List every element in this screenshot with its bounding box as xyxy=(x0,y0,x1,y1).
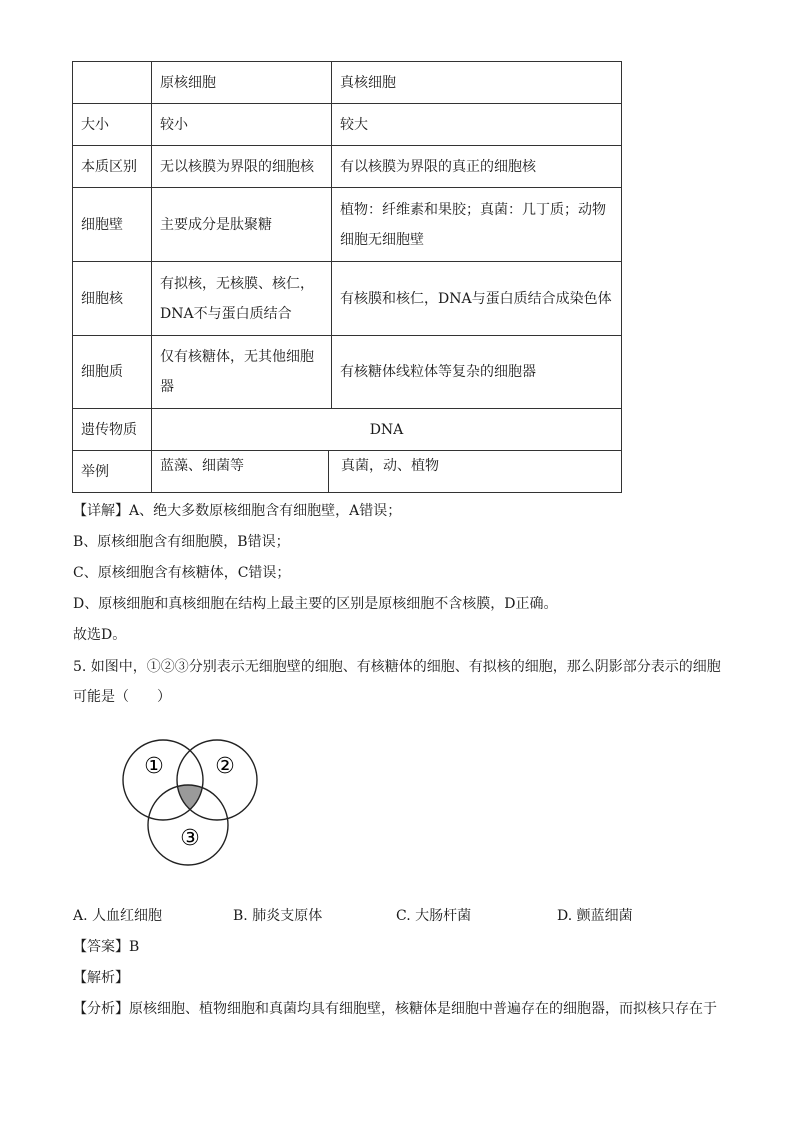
venn-label-2: ② xyxy=(215,754,235,779)
row-label: 大小 xyxy=(73,104,152,146)
detail-line: C、原核细胞含有核糖体，C错误； xyxy=(73,565,291,581)
option-b: B. 肺炎支原体 xyxy=(233,908,323,924)
row-label: 遗传物质 xyxy=(73,409,152,451)
detail-line: 【详解】A、绝大多数原核细胞含有细胞壁，A错误； xyxy=(73,503,402,519)
prokaryote-cell: 仅有核糖体，无其他细胞器 xyxy=(152,336,332,409)
genetic-material-cell: DNA xyxy=(152,409,622,451)
eukaryote-cell: 较大 xyxy=(332,104,622,146)
venn-label-1: ① xyxy=(144,754,164,779)
row-label: 细胞核 xyxy=(73,262,152,336)
table-header-prokaryote: 原核细胞 xyxy=(152,62,332,104)
venn-label-3: ③ xyxy=(180,826,200,851)
analysis-title: 【解析】 xyxy=(73,970,129,986)
answer: 【答案】B xyxy=(73,939,140,955)
table-row xyxy=(73,336,622,409)
circle-2 xyxy=(177,740,257,820)
option-a: A. 人血红细胞 xyxy=(73,908,163,924)
option-d: D. 颤蓝细菌 xyxy=(557,908,633,924)
prokaryote-cell: 较小 xyxy=(152,104,332,146)
table-row xyxy=(73,262,622,336)
option-c: C. 大肠杆菌 xyxy=(396,908,472,924)
eukaryote-cell: 有核糖体线粒体等复杂的细胞器 xyxy=(332,336,622,409)
prokaryote-cell: 主要成分是肽聚糖 xyxy=(152,188,332,262)
table-header-row xyxy=(73,62,622,104)
table-row xyxy=(73,451,622,493)
question-stem: 5. 如图中，①②③分别表示无细胞壁的细胞、有核糖体的细胞、有拟核的细胞，那么阴影部分表示的细胞可能是（ ） xyxy=(73,659,721,705)
row-label: 细胞壁 xyxy=(73,188,152,262)
prokaryote-example: 蓝藻、细菌等 xyxy=(152,451,329,492)
row-label: 举例 xyxy=(73,451,152,493)
circle-1 xyxy=(123,740,203,820)
analysis-text: 【分析】原核细胞、植物细胞和真菌均具有细胞壁，核糖体是细胞中普遍存在的细胞器，而拟核只存在于 xyxy=(73,1001,717,1017)
table-cell xyxy=(73,62,152,104)
row-label: 细胞质 xyxy=(73,336,152,409)
eukaryote-cell: 植物：纤维素和果胶；真菌：几丁质；动物细胞无细胞壁 xyxy=(332,188,622,262)
row-label: 本质区别 xyxy=(73,146,152,188)
detail-line: D、原核细胞和真核细胞在结构上最主要的区别是原核细胞不含核膜，D正确。 xyxy=(73,596,558,612)
eukaryote-example: 真菌，动、植物 xyxy=(341,458,439,474)
prokaryote-cell: 有拟核，无核膜、核仁，DNA不与蛋白质结合 xyxy=(152,262,332,336)
table-row xyxy=(73,188,622,262)
detail-line: 故选D。 xyxy=(73,627,127,643)
table-row xyxy=(73,104,622,146)
prokaryote-cell: 无以核膜为界限的细胞核 xyxy=(152,146,332,188)
eukaryote-cell: 有以核膜为界限的真正的细胞核 xyxy=(332,146,622,188)
example-cell xyxy=(152,451,622,493)
detail-line: B、原核细胞含有细胞膜，B错误； xyxy=(73,534,290,550)
eukaryote-cell: 有核膜和核仁，DNA与蛋白质结合成染色体 xyxy=(332,262,622,336)
venn-diagram xyxy=(118,732,268,872)
comparison-table xyxy=(72,61,622,493)
table-row xyxy=(73,146,622,188)
table-header-eukaryote: 真核细胞 xyxy=(332,62,622,104)
table-row xyxy=(73,409,622,451)
